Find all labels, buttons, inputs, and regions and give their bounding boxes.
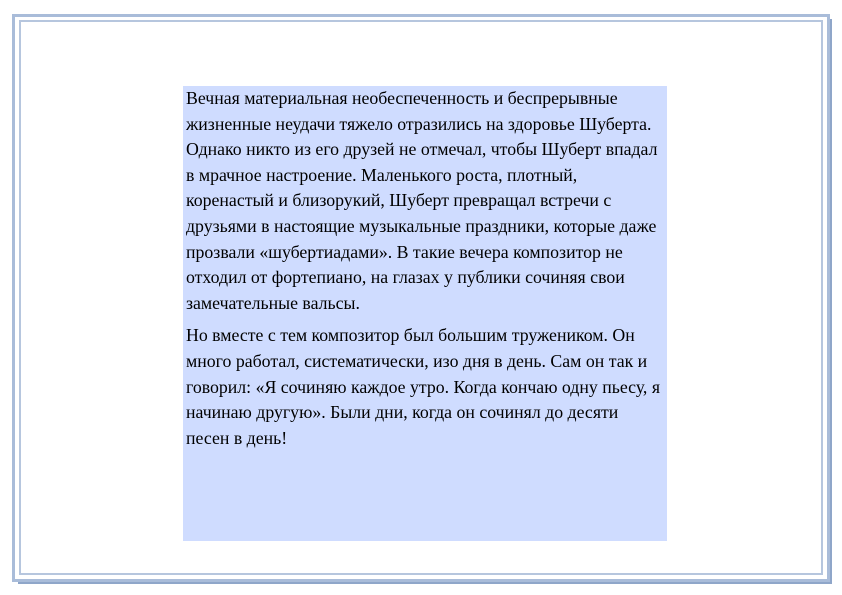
text-box xyxy=(183,86,667,541)
paragraph-2: Но вместе с тем композитор был большим тружеником. Он много работал, систематически, изо дня в день. Сам он так и говорил: «Я сочиняю каждое утро. Когда кончаю одну пьесу, я начинаю другую». Были дни, когда он сочинял до десяти песен в день! xyxy=(186,325,660,448)
paragraph-1: Вечная материальная необеспеченность и беспрерывные жизненные неудачи тяжело отразились на здоровье Шуберта. Однако никто из его друзей не отмечал, чтобы Шуберт впадал в мрачное настроение. Маленького роста, плотный, коренастый и близорукий, Шуберт превращал встречи с друзьями в настоящие музыкальные праздники, которые даже прозвали «шубертиадами». В такие вечера композитор не отходил от фортепиано, на глазах у публики сочиняя свои замечательные вальсы. xyxy=(186,88,658,313)
